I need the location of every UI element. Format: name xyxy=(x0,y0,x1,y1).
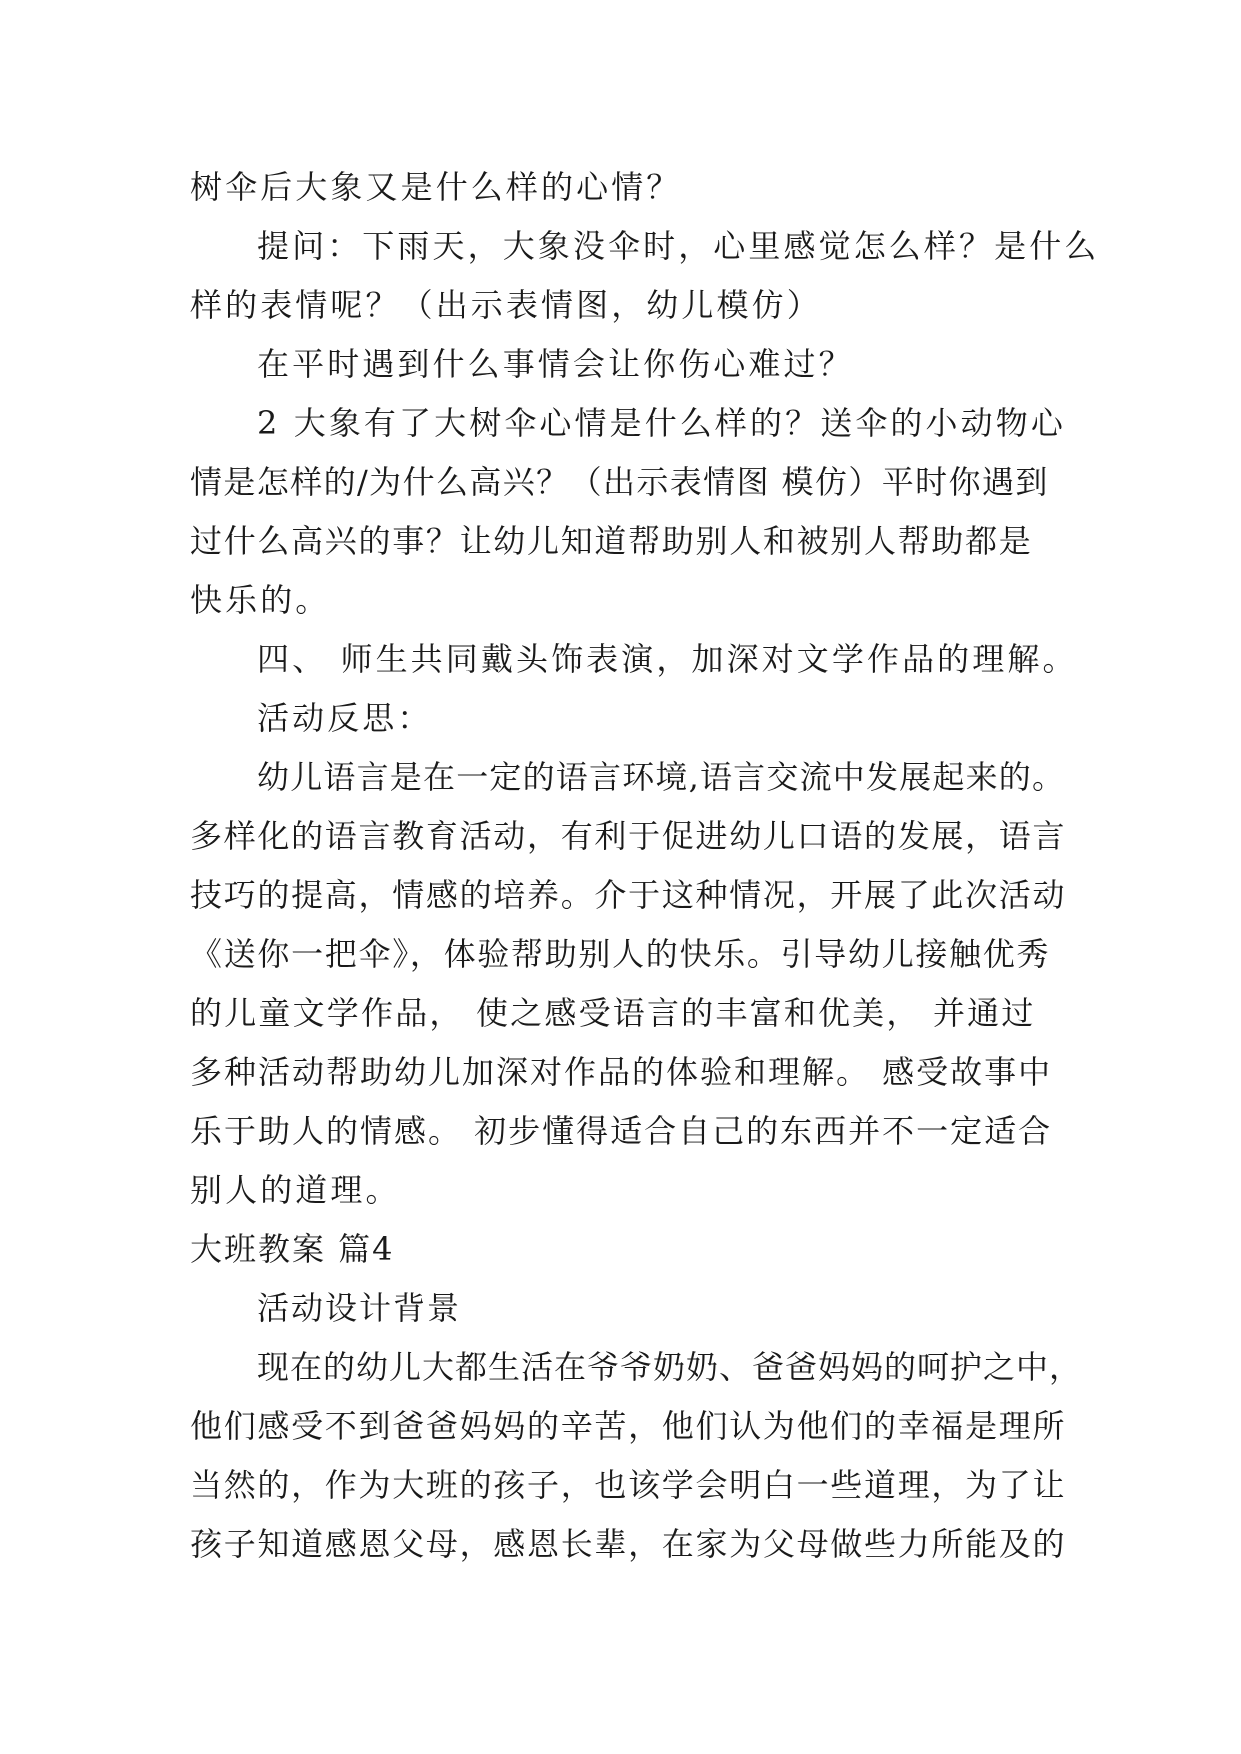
text-line: 过什么高兴的事？让幼儿知道帮助别人和被别人帮助都是 xyxy=(190,522,1033,560)
text-line: 别人的道理。 xyxy=(190,1171,401,1209)
text-line: 树伞后大象又是什么样的心情？ xyxy=(190,168,682,206)
text-line: 他们感受不到爸爸妈妈的辛苦，他们认为他们的幸福是理所 xyxy=(190,1407,1067,1445)
text-line: 乐于助人的情感。 初步懂得适合自己的东西并不一定适合 xyxy=(190,1112,1053,1150)
text-line: 的儿童文学作品， 使之感受语言的丰富和优美， 并通过 xyxy=(190,994,1036,1032)
text-line: 孩子知道感恩父母，感恩长辈，在家为父母做些力所能及的 xyxy=(190,1525,1067,1563)
text-line: 2 大象有了大树伞心情是什么样的？送伞的小动物心 xyxy=(257,404,1066,442)
subsection-heading: 活动设计背景 xyxy=(257,1289,462,1327)
text-line: 快乐的。 xyxy=(190,581,331,619)
text-line: 提问：下雨天，大象没伞时，心里感觉怎么样？是什么 xyxy=(257,227,1100,265)
text-line: 多种活动帮助幼儿加深对作品的体验和理解。 感受故事中 xyxy=(190,1053,1053,1091)
text-line: 技巧的提高，情感的培养。介于这种情况，开展了此次活动 xyxy=(190,876,1067,914)
text-line: 样的表情呢？（出示表情图，幼儿模仿） xyxy=(190,286,822,324)
text-line: 情是怎样的/为什么高兴？（出示表情图 模仿）平时你遇到 xyxy=(190,463,1049,501)
section-heading: 大班教案 篇4 xyxy=(190,1230,395,1268)
document-page xyxy=(190,158,1100,1574)
text-line: 当然的，作为大班的孩子，也该学会明白一些道理，为了让 xyxy=(190,1466,1067,1504)
text-line: 在平时遇到什么事情会让你伤心难过？ xyxy=(257,345,854,383)
text-line: 幼儿语言是在一定的语言环境,语言交流中发展起来的。 xyxy=(257,758,1066,796)
text-line: 《送你一把伞》，体验帮助别人的快乐。引导幼儿接触优秀 xyxy=(190,935,1051,973)
text-line: 多样化的语言教育活动，有利于促进幼儿口语的发展，语言 xyxy=(190,817,1067,855)
section-label: 活动反思： xyxy=(257,699,433,737)
text-line: 四、 师生共同戴头饰表演，加深对文学作品的理解。 xyxy=(257,640,1078,678)
text-line: 现在的幼儿大都生活在爷爷奶奶、爸爸妈妈的呵护之中， xyxy=(257,1348,1083,1386)
